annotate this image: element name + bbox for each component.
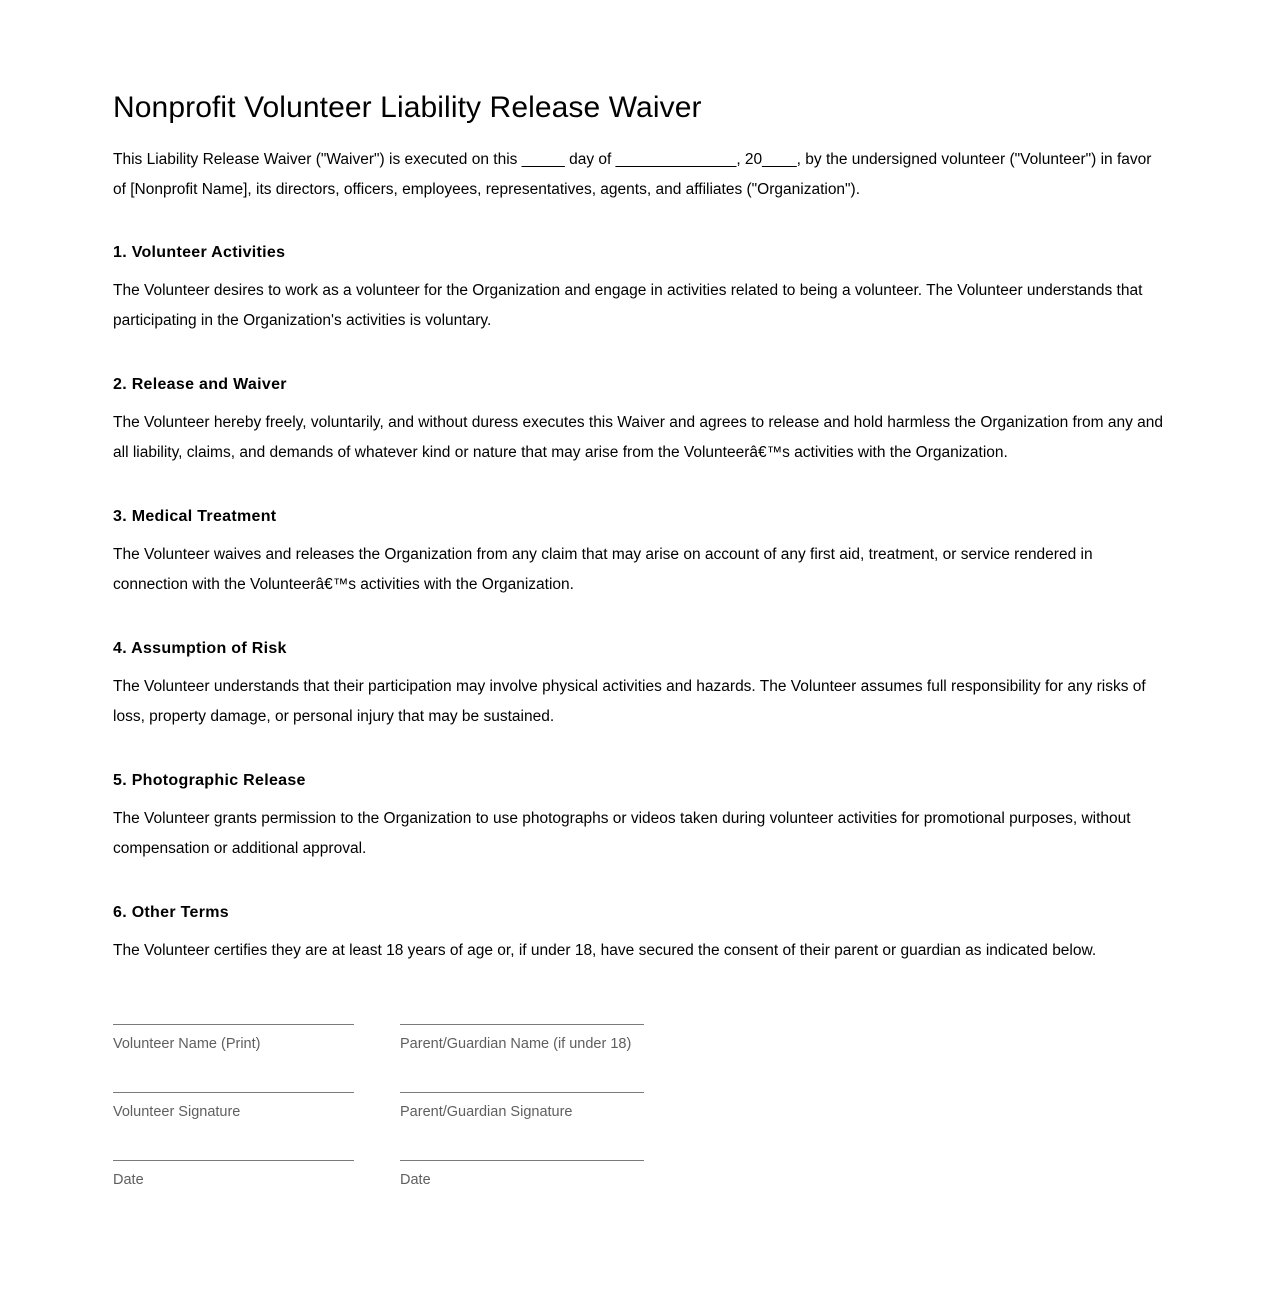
guardian-date-field[interactable] (400, 1160, 644, 1190)
page-title: Nonprofit Volunteer Liability Release Waiver (113, 91, 702, 124)
guardian-signature-field[interactable] (400, 1092, 644, 1122)
section-body: The Volunteer desires to work as a volunteer for the Organization and engage in activities related to being a volunteer. The Volunteer understands that participating in the Organization's activities is voluntary. (113, 282, 1143, 329)
signature-label: Date (400, 1172, 431, 1188)
section-body: The Volunteer certifies they are at least 18 years of age or, if under 18, have secured the consent of their parent or guardian as indicated below. (113, 942, 1097, 959)
section-heading: 5. Photographic Release (113, 772, 306, 789)
document-content (113, 0, 1165, 1228)
section-medical-treatment (113, 468, 1165, 600)
signature-block (113, 966, 1165, 1228)
section-heading: 1. Volunteer Activities (113, 244, 286, 261)
signature-row (113, 1024, 1165, 1092)
section-body: The Volunteer grants permission to the Organization to use photographs or videos taken during volunteer activities for promotional purposes, without compensation or additional approval. (113, 810, 1131, 857)
volunteer-date-field[interactable] (113, 1160, 354, 1190)
section-heading: 3. Medical Treatment (113, 508, 277, 525)
guardian-name-field[interactable] (400, 1024, 644, 1054)
section-body: The Volunteer hereby freely, voluntarily, and without duress executes this Waiver and agrees to release and hold harmless the Organization from any and all liability, claims, and demands of whatever kind or nature that may arise from the Volunteerâ€™s activities with the Organization. (113, 414, 1163, 461)
section-assumption-of-risk (113, 600, 1165, 732)
section-other-terms (113, 864, 1165, 966)
intro-paragraph: This Liability Release Waiver ("Waiver") is executed on this _____ day of ______________, 20____, by the undersigned volunteer ("Volunteer") in favor of [Nonprofit Name], its directors, officers, employees, representatives, agents, and affiliates ("Organization"). (113, 151, 1152, 198)
signature-row (113, 1160, 1165, 1228)
signature-label: Volunteer Name (Print) (113, 1036, 261, 1052)
section-body: The Volunteer waives and releases the Organization from any claim that may arise on account of any first aid, treatment, or service rendered in connection with the Volunteerâ€™s activities with the Organization. (113, 546, 1093, 593)
signature-label: Date (113, 1172, 144, 1188)
section-release-and-waiver (113, 336, 1165, 468)
signature-label: Parent/Guardian Name (if under 18) (400, 1036, 632, 1052)
signature-row (113, 1092, 1165, 1160)
section-heading: 6. Other Terms (113, 904, 229, 921)
volunteer-name-field[interactable] (113, 1024, 354, 1054)
section-photographic-release (113, 732, 1165, 864)
section-body: The Volunteer understands that their participation may involve physical activities and hazards. The Volunteer assumes full responsibility for any risks of loss, property damage, or personal injury that may be sustained. (113, 678, 1146, 725)
volunteer-signature-field[interactable] (113, 1092, 354, 1122)
signature-label: Volunteer Signature (113, 1104, 241, 1120)
signature-label: Parent/Guardian Signature (400, 1104, 573, 1120)
section-heading: 4. Assumption of Risk (113, 640, 287, 657)
section-volunteer-activities (113, 205, 1165, 336)
section-heading: 2. Release and Waiver (113, 376, 287, 393)
